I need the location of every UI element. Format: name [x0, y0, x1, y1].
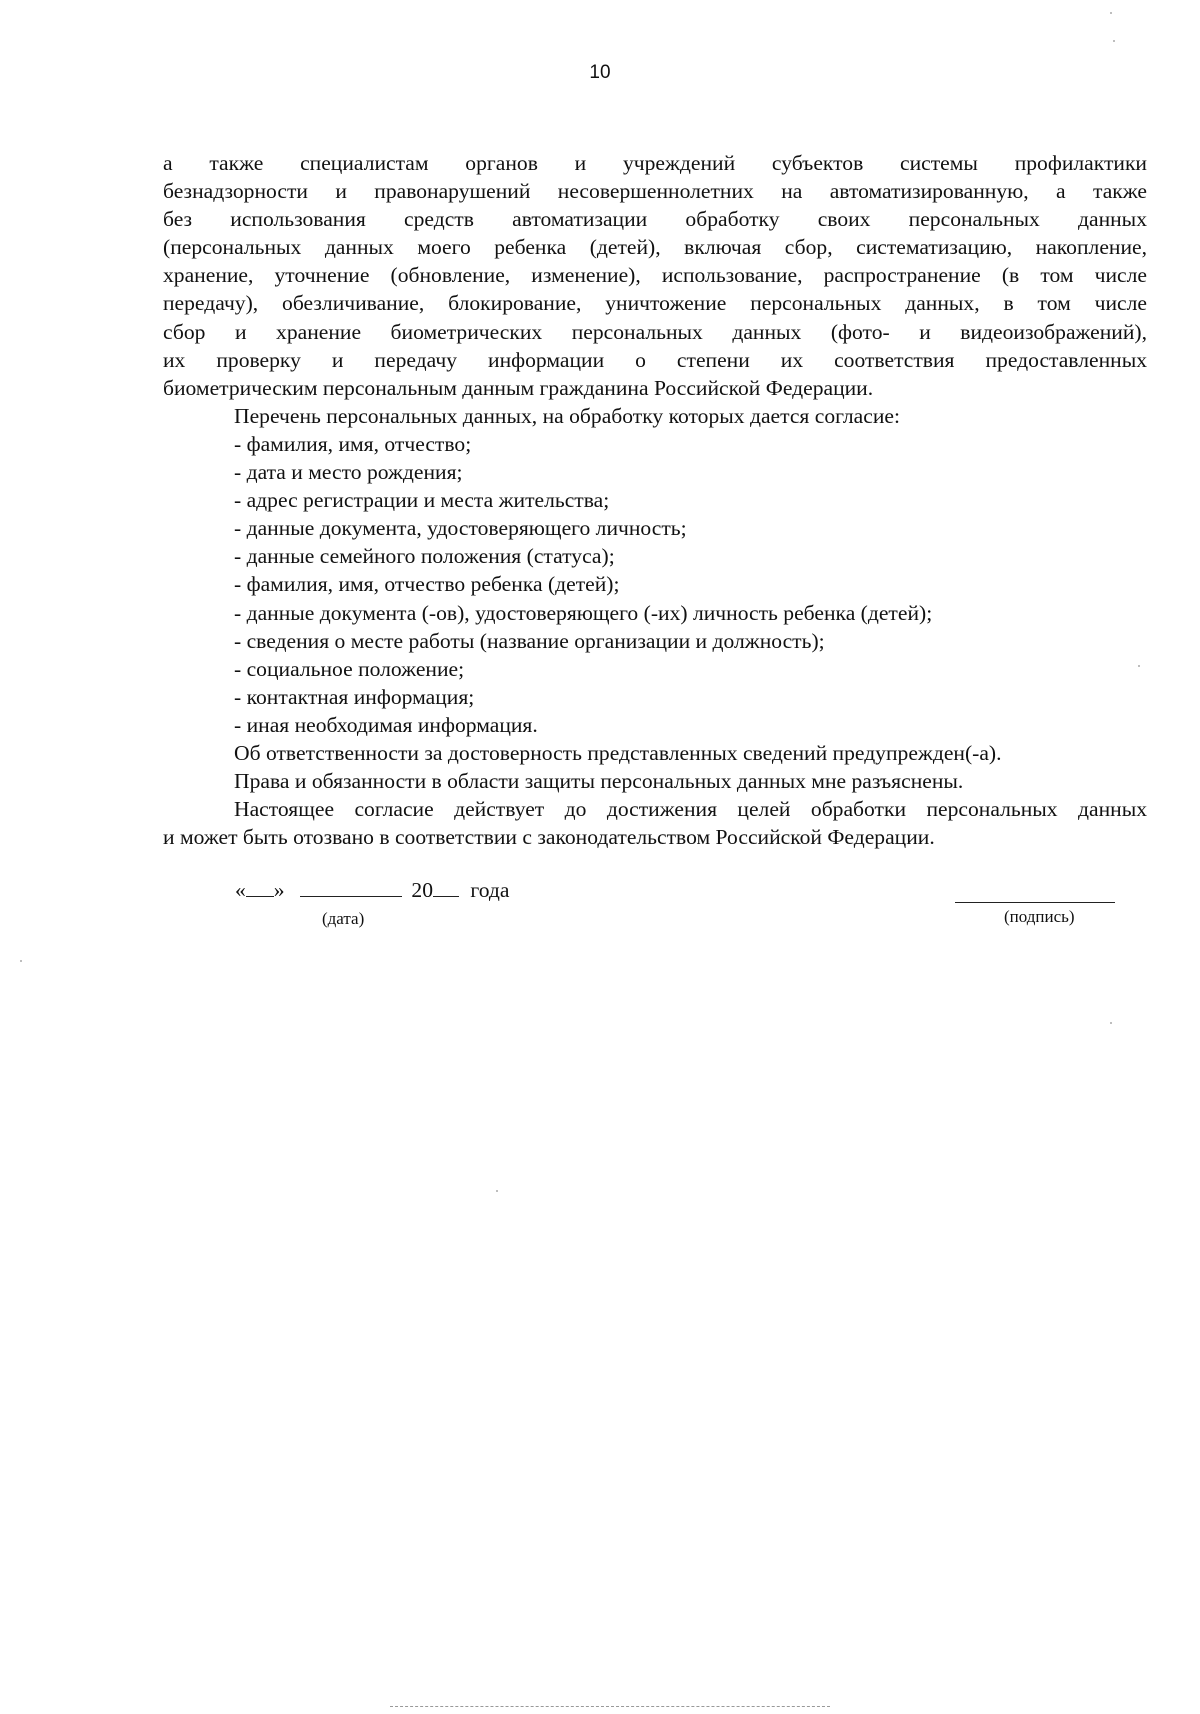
scan-speck: [1113, 40, 1115, 42]
scan-edge-line: [390, 1706, 830, 1707]
year-blank: [433, 880, 459, 897]
list-item: - данные документа, удостоверяющего личность;: [234, 516, 687, 541]
list-item: - адрес регистрации и места жительства;: [234, 488, 610, 513]
signature-caption: (подпись): [1004, 907, 1075, 926]
responsibility-statement: Об ответственности за достоверность представленных сведений предупрежден(-а).: [234, 740, 1002, 765]
list-item: - дата и место рождения;: [234, 460, 463, 485]
scan-speck: [1110, 12, 1112, 14]
signature-line: [955, 902, 1115, 903]
scan-speck: [1138, 665, 1140, 667]
validity-line: и может быть отозвано в соответствии с законодательством Российской Федерации.: [163, 825, 935, 850]
year-prefix: 20: [411, 878, 433, 902]
paragraph-line: биометрическим персональным данным гражданина Российской Федерации.: [163, 375, 874, 400]
day-blank: [246, 880, 274, 897]
month-blank: [300, 880, 402, 897]
rights-statement: Права и обязанности в области защиты персональных данных мне разъяснены.: [234, 769, 964, 794]
scan-speck: [1110, 1022, 1112, 1024]
paragraph-line: (персональных данных моего ребенка (детей), включая сбор, систематизацию, накопление,: [163, 235, 1147, 260]
year-word: года: [470, 878, 510, 902]
list-item: - социальное положение;: [234, 656, 465, 681]
list-item: - данные семейного положения (статуса);: [234, 544, 615, 569]
page-number: 10: [589, 62, 611, 83]
list-intro: Перечень персональных данных, на обработку которых дается согласие:: [234, 403, 900, 428]
paragraph-line: передачу), обезличивание, блокирование, уничтожение персональных данных, в том числе: [163, 291, 1147, 316]
paragraph-line: а также специалистам органов и учреждений субъектов системы профилактики: [163, 151, 1147, 175]
consent-paragraph: [163, 149, 1147, 402]
date-field: [235, 878, 509, 903]
paragraph-line: их проверку и передачу информации о степени их соответствия предоставленных: [163, 347, 1147, 372]
list-item: - иная необходимая информация.: [234, 712, 538, 737]
close-quote: »: [273, 878, 285, 902]
scan-speck: [20, 960, 22, 962]
date-caption: (дата): [322, 909, 365, 928]
personal-data-list: [163, 430, 1147, 739]
paragraph-line: без использования средств автоматизации обработку своих персональных данных: [163, 207, 1147, 232]
list-item: - фамилия, имя, отчество;: [234, 431, 472, 456]
open-quote: «: [235, 878, 246, 902]
validity-line: Настоящее согласие действует до достижения целей обработки персональных данных: [234, 797, 1147, 822]
list-item: - фамилия, имя, отчество ребенка (детей);: [234, 572, 620, 597]
list-item: - данные документа (-ов), удостоверяющего (-их) личность ребенка (детей);: [234, 600, 933, 625]
document-body: [163, 149, 1147, 851]
scan-speck: [496, 1190, 498, 1192]
paragraph-line: безнадзорности и правонарушений несовершеннолетних на автоматизированную, а также: [163, 179, 1147, 204]
list-item: - сведения о месте работы (название организации и должность);: [234, 628, 825, 653]
paragraph-line: сбор и хранение биометрических персональных данных (фото- и видеоизображений),: [163, 319, 1147, 344]
list-item: - контактная информация;: [234, 684, 475, 709]
paragraph-line: хранение, уточнение (обновление, изменение), использование, распространение (в том числе: [163, 263, 1147, 288]
